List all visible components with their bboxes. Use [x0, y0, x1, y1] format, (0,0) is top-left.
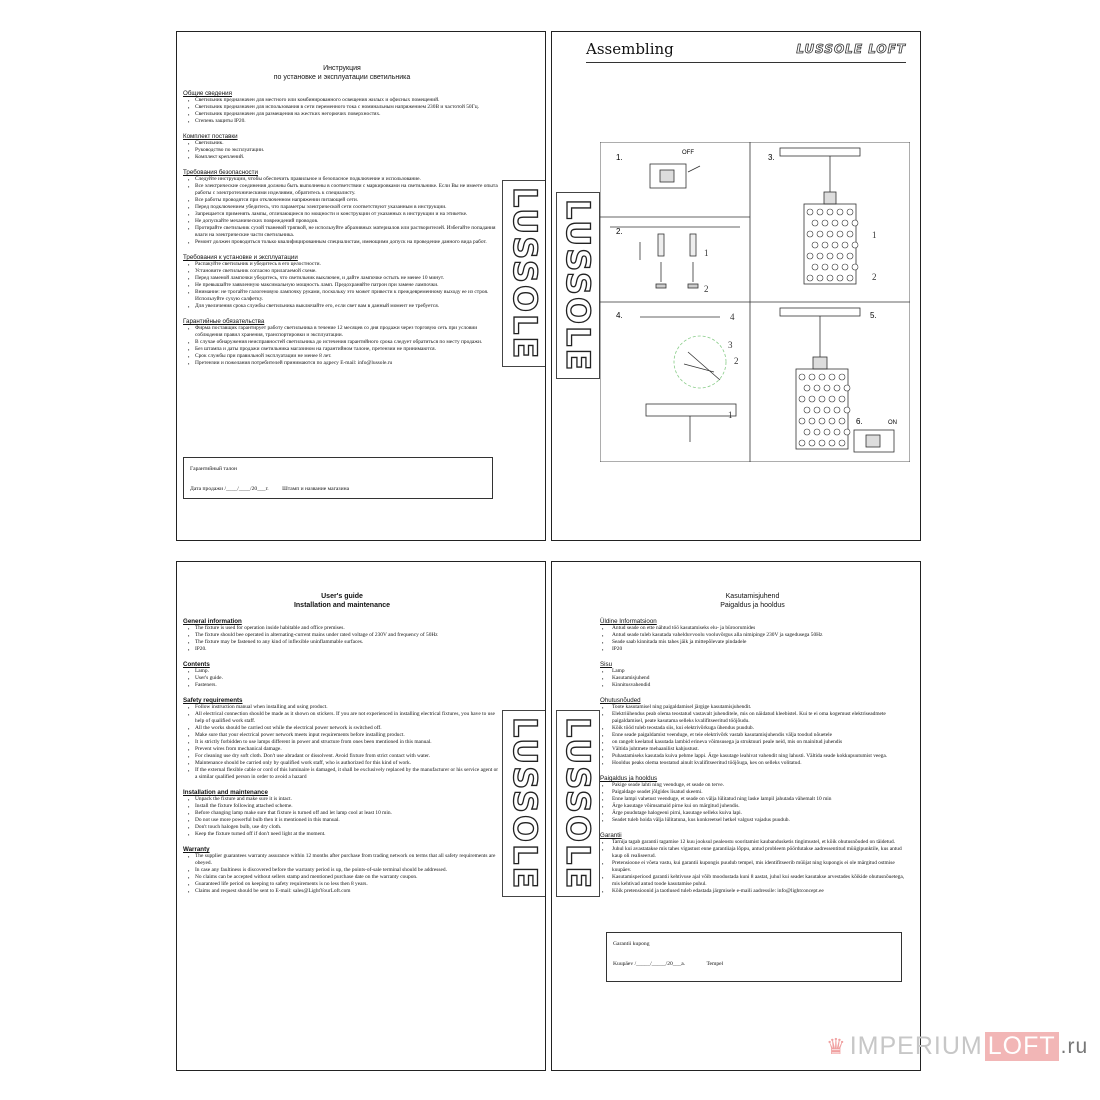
section-heading: Warranty	[183, 846, 210, 853]
header-divider	[586, 62, 906, 63]
crystal-drop	[812, 242, 818, 248]
section	[600, 697, 905, 767]
crystal-drops-step3	[807, 209, 858, 281]
assembling-title: Assembling	[586, 40, 674, 58]
crystal-drop	[852, 220, 858, 226]
imperium-loft-watermark	[826, 1032, 1088, 1061]
list-item: ▪ The fixture is used for operation inside habitable and office premises.	[195, 625, 501, 632]
russian-coupon-line	[190, 486, 486, 492]
list-item: ▪ For cleaning use dry soft cloth. Don't use abradant or dissolvent. Avoid fixture from strict contact with water.	[195, 753, 501, 760]
section	[183, 661, 501, 689]
crystal-drop	[852, 242, 858, 248]
crystal-drop	[814, 385, 820, 391]
section	[600, 618, 905, 653]
page-assembling	[551, 31, 921, 541]
section-heading: Ohutusnõuded	[600, 697, 641, 704]
estonian-coupon-title: Garantii kupong	[613, 941, 650, 947]
crystal-drop	[839, 396, 845, 402]
list-item: ▪ Make sure that your electrical power network meets input requirements before installing product.	[195, 732, 501, 739]
english-subtitle: Installation and maintenance	[293, 602, 391, 609]
section-list	[183, 796, 501, 838]
step-1-label: 1.	[616, 153, 623, 162]
lussole-logo-text-3: LUSSOLE	[506, 716, 544, 891]
section	[183, 789, 501, 838]
crystal-drop	[837, 275, 843, 281]
crystal-drop	[809, 440, 815, 446]
list-item: ▪ Не превышайте заявленную максимальную мощность ламп. Предохраняйте патрон при замене лампочки.	[195, 282, 501, 289]
list-item: ▪ Install the fixture following attached scheme.	[195, 803, 501, 810]
section	[183, 169, 501, 246]
list-item: ▪ Ремонт должен проводиться только квалифицированным специалистам, имеющими допуск на проведение данного вида работ.	[195, 239, 501, 246]
wiring-icon	[640, 317, 736, 442]
list-item: ▪ Unpack the fixture and make sure it is intact.	[195, 796, 501, 803]
chandelier-icon-step3	[780, 148, 860, 284]
list-item: ▪ Не допускайте механических повреждений проводов.	[195, 218, 501, 225]
list-item: ▪ Без штампа и даты продажи светильника магазином на гарантийном талоне, претензии не принимаются.	[195, 346, 501, 353]
crystal-drop	[842, 264, 848, 270]
section-list	[183, 704, 501, 781]
lussole-logo-text: LUSSOLE	[506, 186, 544, 361]
step-4-label: 4.	[616, 311, 623, 320]
list-item: ▪ Vältida juhtmete mehaanilist kahjustust.	[612, 746, 905, 753]
lussole-side-logo-4	[556, 710, 600, 897]
callout-2a: 2	[704, 284, 709, 294]
list-item: ▪ Следуйте инструкции, чтобы обеспечить правильное и безопасное подключение и использование.	[195, 176, 501, 183]
list-item: ▪ IP20	[612, 646, 905, 653]
crystal-drop	[832, 220, 838, 226]
section	[183, 618, 501, 653]
crystal-drop	[804, 429, 810, 435]
crystal-drop	[824, 429, 830, 435]
crystal-drop	[844, 385, 850, 391]
list-item: ▪ on rangelt keelatud kasutada lambid erineva võimsusega ja struktuuri peale neid, mis on mainitud juhendis	[612, 739, 905, 746]
list-item: ▪ Все электрические соединения должны быть выполнены в соответствии с маркировками на светильнике. Если Вы не имеете опыта работы с электротехническими изделиями, обратитесь к специалисту.	[195, 183, 501, 197]
crystal-drop	[807, 209, 813, 215]
crystal-drop	[847, 275, 853, 281]
list-item: ▪ IP20.	[195, 646, 501, 653]
list-item: ▪ Ärge kasutage võimsamaid pirne kui on märgitud juhendis.	[612, 803, 905, 810]
list-item: ▪ Светильник предназначен для местного или комбинированного освещения жилых и офисных помещений.	[195, 97, 501, 104]
list-item: ▪ Enne seade paigaldamist veenduge, et teie elektrivõrk vastab kasutamisjuhendis välja toodud nõuetele	[612, 732, 905, 739]
list-item: ▪ Follow instruction manual when installing and using product.	[195, 704, 501, 711]
section-list	[183, 140, 501, 161]
crystal-drop	[827, 275, 833, 281]
section-heading: Üldine Informatsioon	[600, 618, 657, 625]
crystal-drop	[842, 220, 848, 226]
crystal-drop	[799, 374, 805, 380]
estonian-warranty-coupon	[606, 932, 902, 982]
crystal-drop	[837, 253, 843, 259]
list-item: ▪ Do not use more powerful bulb then it is mentioned in this manual.	[195, 817, 501, 824]
section-heading: Комплект поставки	[183, 133, 238, 140]
list-item: ▪ Срок службы при правильной эксплуатации не менее 8 лет.	[195, 353, 501, 360]
section-list	[600, 782, 905, 824]
crystal-drop	[822, 264, 828, 270]
list-item: ▪ Ärge puudutage halogeeni pirni, kasutage selleks kuiva lapi.	[612, 810, 905, 817]
off-label: OFF	[682, 150, 694, 156]
crystal-drop	[827, 209, 833, 215]
crystal-drop	[827, 231, 833, 237]
list-item: ▪ The supplier guarantees warranty assurance within 12 months after purchase from trading network on terms that all safety requirements are obeyed.	[195, 853, 501, 867]
crystal-drop	[847, 253, 853, 259]
crystal-drop	[847, 209, 853, 215]
crystal-drop	[804, 385, 810, 391]
list-item: ▪ User's guide.	[195, 675, 501, 682]
list-item: ▪ Antud seade tuleb kasutada vahelduvvoolu vooluvõrgus alla nimipinge 230V ja sagedusega 50Hz	[612, 632, 905, 639]
list-item: ▪ Paigaldage seadet jõlgides lisatud skeemi.	[612, 789, 905, 796]
estonian-sections	[600, 618, 905, 895]
callout-1a: 1	[704, 248, 709, 258]
crystal-drop	[822, 242, 828, 248]
list-item: ▪ Kasutamisperiood garantii kehtivuse ajal võib moodustada kuni 8 aastat, juhul kui seadet kasutakse arvestades kõikide ohutusnõuetega, mis kehtivad antud toode kasutamise puhul.	[612, 874, 905, 888]
section	[600, 832, 905, 895]
crystal-drop	[817, 253, 823, 259]
list-item: ▪ Keep the fixture turned off if don't need light at the moment.	[195, 831, 501, 838]
section-heading: Sisu	[600, 661, 613, 668]
crystal-drop	[829, 418, 835, 424]
list-item: ▪ Seadet tuleb hoida välja lülitatuna, kus konkreetsel hetkel valgust vajadus puudub.	[612, 817, 905, 824]
list-item: ▪ Seade saab kinnitada mis tahes jäik ja mittepõlevate pindadele	[612, 639, 905, 646]
list-item: ▪ Руководство по эксплуатации.	[195, 147, 501, 154]
callout-2b: 2	[872, 272, 877, 282]
list-item: ▪ The fixture may be fastened to any kind of inflexible uninflammable surfaces.	[195, 639, 501, 646]
crystal-drop	[809, 396, 815, 402]
section	[600, 775, 905, 824]
list-item: ▪ It is strictly forbidden to use lamps different in power and structure from ones been mentioned in this manual.	[195, 739, 501, 746]
estonian-subtitle: Paigaldus ja hooldus	[720, 602, 785, 609]
list-item: ▪ If the external flexible cable or cord of this luminaire is damaged, it shall be exclusively replaced by the manufacturer or his service agent or a similar qualified person in order to avoid a hazard	[195, 767, 501, 781]
list-item: ▪ Запрещается применять лампы, отличающиеся по мощности и конструкции от указанных в инструкции и на этикетке.	[195, 211, 501, 218]
crystal-drop	[812, 264, 818, 270]
estonian-coupon-stamp: Tempel	[706, 961, 724, 967]
list-item: ▪ The fixture should bee operated in alternating-current mains under rated voltage of 230V and frequency of 50Hz	[195, 632, 501, 639]
russian-coupon-stamp: Штамп и название магазина	[282, 486, 350, 492]
russian-subtitle: по установке и эксплуатации светильника	[273, 74, 411, 81]
section	[183, 133, 501, 161]
crystal-drop	[799, 440, 805, 446]
page-estonian-guide	[551, 561, 921, 1071]
list-item: ▪ Претензии и пожелания потребителей принимаются по адресу E-mail: info@lussole.ru	[195, 360, 501, 367]
estonian-title: Kasutamisjuhend	[725, 593, 780, 600]
callout-3: 3	[728, 340, 733, 350]
crystal-drop	[844, 407, 850, 413]
crystal-drop	[809, 418, 815, 424]
lussole-logo-text-4: LUSSOLE	[559, 716, 597, 891]
list-item: ▪ Pretensioone ei võeta vastu, kui garantii kupongis puudub tempel, mis identifitseerib müüjat ning kupongis ei ole märgitud ostmise kuupäev.	[612, 860, 905, 874]
list-item: ▪ В случае обнаружения неисправностей светильника до истечения гарантийного срока следует обратиться по месту продажи.	[195, 339, 501, 346]
section-heading: Contents	[183, 661, 210, 668]
section-list	[183, 625, 501, 653]
callout-1c: 1	[728, 410, 733, 420]
crystal-drop	[832, 264, 838, 270]
estonian-document	[600, 592, 905, 895]
list-item: ▪ Фирма поставщик гарантирует работу светильника в течение 12 месяцев со дня продажи через торговую сеть при условии соблюдения правил хранения, транспортировки и эксплуатации.	[195, 325, 501, 339]
crystal-drop	[834, 407, 840, 413]
list-item: ▪ Tarnija tagab garantii tagamise 12 kuu jooksul pealeostu sooritamist kaubandusketis tingimustel, et kõik ohutusnõuded on täidetud.	[612, 839, 905, 846]
list-item: ▪ No claims can be accepted without sellers stamp and mentioned purchase date on the warranty coupon.	[195, 874, 501, 881]
list-item: ▪ Kinnitusvahendid	[612, 682, 905, 689]
list-item: ▪ In case any faultiness is discovered before the warranty period is up, the points-of-sale terminal should be addressed.	[195, 867, 501, 874]
section-list	[183, 853, 501, 895]
russian-coupon-date: Дата продажи /____/____/20___г.	[190, 486, 269, 492]
crystal-drops-step5	[799, 374, 850, 446]
list-item: ▪ Kasutamisjuhend	[612, 675, 905, 682]
lussole-side-logo-3	[502, 710, 546, 897]
estonian-coupon-line	[613, 961, 895, 967]
russian-warranty-coupon	[183, 457, 493, 499]
list-item: ▪ Kõik pretensioonid ja taotlused tuleb edastada järgmisele e-maili aadressile: info@lightconcept.ee	[612, 888, 905, 895]
callout-1b: 1	[872, 230, 877, 240]
section	[600, 661, 905, 689]
section-heading: Safety requirements	[183, 697, 243, 704]
list-item: ▪ Fasteners.	[195, 682, 501, 689]
list-item: ▪ Светильник предназначен для размещения на жестких негорючих поверхностях.	[195, 111, 501, 118]
lussole-side-logo-2	[556, 192, 600, 379]
crystal-drop	[799, 396, 805, 402]
crystal-drop	[847, 231, 853, 237]
lussole-side-logo	[502, 180, 546, 367]
crystal-drop	[817, 209, 823, 215]
crystal-drop	[809, 374, 815, 380]
crystal-drop	[819, 396, 825, 402]
page-russian-instructions	[176, 31, 546, 541]
section-list	[183, 97, 501, 125]
crystal-drop	[819, 440, 825, 446]
crystal-drop	[829, 374, 835, 380]
section-heading: General information	[183, 618, 242, 625]
crown-icon: ♛	[826, 1033, 847, 1059]
section-heading: Garantii	[600, 832, 622, 839]
section-list	[600, 839, 905, 895]
section	[183, 697, 501, 781]
list-item: ▪ Для увеличения срока службы светильника выключайте его, если свет вам в данный момент не требуется.	[195, 303, 501, 310]
crystal-drop	[824, 407, 830, 413]
section-list	[183, 668, 501, 689]
crystal-drop	[819, 374, 825, 380]
crystal-drop	[839, 418, 845, 424]
crystal-drop	[812, 220, 818, 226]
russian-title: Инструкция	[323, 65, 361, 72]
list-item: ▪ Kõik tööd tuleb teostada siis, kui elektrivõrkuga ühendus puudub.	[612, 725, 905, 732]
list-item: ▪ Все работы проводятся при отключенном напряжении питающей сети.	[195, 197, 501, 204]
crystal-drop	[817, 275, 823, 281]
section-heading: Требования безопасности	[183, 169, 258, 176]
english-sections	[183, 618, 501, 895]
crystal-drop	[852, 264, 858, 270]
crystal-drop	[804, 407, 810, 413]
list-item: ▪ Светильник предназначен для использования в сети переменного тока с номинальным напряжением 230В и частотой 50Гц.	[195, 104, 501, 111]
page-english-guide	[176, 561, 546, 1071]
section-list	[600, 625, 905, 653]
list-item: ▪ Claims and request should be sent to E-mail: sales@LightYourLoft.com	[195, 888, 501, 895]
crystal-drop	[817, 231, 823, 237]
watermark-ru: .ru	[1060, 1034, 1089, 1058]
list-item: ▪ Enne lampi vahetust veenduge, et seade on välja lülitatud ning laske lampil jahutada vähemalt 10 min	[612, 796, 905, 803]
crystal-drop	[834, 429, 840, 435]
switch-off-icon	[650, 164, 700, 188]
crystal-drop	[807, 231, 813, 237]
list-item: ▪ Перед заменой лампочки убедитесь, что светильник выключен, и дайте лампочке остыть не менее 10 минут.	[195, 275, 501, 282]
crystal-drop	[829, 396, 835, 402]
crystal-drop	[822, 220, 828, 226]
list-item: ▪ Протирайте светильник сухой тканевой тряпкой, не используйте абразивных материалов или растворителей. Избегайте попадания влаги на электрические части светильника.	[195, 225, 501, 239]
list-item: ▪ Внимание: не трогайте галогеновую лампочку руками, поскольку это может привести к преждевременному выходу ее из строя. Используйте сухую салфетку.	[195, 289, 501, 303]
section-heading: Paigaldus ja hooldus	[600, 775, 658, 782]
section	[183, 254, 501, 310]
list-item: ▪ Lamp.	[195, 668, 501, 675]
section-heading: Общие сведения	[183, 90, 232, 97]
crystal-drop	[799, 418, 805, 424]
section	[183, 846, 501, 895]
section-heading: Installation and maintenance	[183, 789, 268, 796]
russian-sections	[183, 90, 501, 367]
step-6-label: 6.	[856, 417, 863, 426]
english-document	[183, 592, 501, 895]
list-item: ▪ Don't touch halogen bulb, use dry cloth.	[195, 824, 501, 831]
assembly-diagram	[600, 142, 910, 462]
step-3-label: 3.	[768, 153, 775, 162]
list-item: ▪ All the works should be carried out while the electrical power network is switched off.	[195, 725, 501, 732]
section-list	[183, 325, 501, 367]
crystal-drop	[814, 429, 820, 435]
list-item: ▪ Степень защиты IP20.	[195, 118, 501, 125]
list-item: ▪ Hooldus peaks olema teostatud ainult kvalifitseeritud tööjõuga, kes on selleks volitatud.	[612, 760, 905, 767]
list-item: ▪ Светильник.	[195, 140, 501, 147]
section-list	[183, 176, 501, 246]
list-item: ▪ Puhastamiseks kasutada kuiva pehme lappi. Ärge kasutage leahivat vahendit ning lahusti. Vältida seade kokkupuutumist veega.	[612, 753, 905, 760]
crystal-drop	[819, 418, 825, 424]
crystal-drop	[842, 242, 848, 248]
list-item: ▪ Комплект креплений.	[195, 154, 501, 161]
russian-document	[183, 64, 501, 367]
on-label: ON	[888, 420, 897, 426]
crystal-drop	[824, 385, 830, 391]
watermark-loft: LOFT	[985, 1032, 1059, 1061]
wall-plug-icons	[610, 227, 740, 288]
list-item: ▪ Toote kasutamisel ning paigaldamisel järgige kasutamisjuhendit.	[612, 704, 905, 711]
list-item: ▪ Elektriühendus peab olema teostatud vastavalt juhenditele, mis on näidatud kleebistel. Kui te ei oma kogemust elektriseadmete paigaldamisel, peate kasutama selleks kvalifitseeritud tööjõudu.	[612, 711, 905, 725]
crystal-drop	[829, 440, 835, 446]
lussole-loft-logo: LUSSOLE LOFT	[796, 42, 906, 56]
list-item: ▪ Pakige seade lahti ning veenduge, et seade on terve.	[612, 782, 905, 789]
section-list	[600, 668, 905, 689]
crystal-drop	[807, 275, 813, 281]
list-item: ▪ Maintenance should be carried only by qualified work staff, who is authorized for this kind of work.	[195, 760, 501, 767]
section-list	[183, 261, 501, 310]
crystal-drop	[837, 209, 843, 215]
estonian-coupon-date: Kuupäev /_____/_____/20___a.	[613, 961, 686, 967]
english-title: User's guide	[321, 593, 363, 600]
list-item: ▪ All electrical connection should be made as it shown on stickers. If you are not experienced in installing electrical fixtures, you have to use help of qualified work staff.	[195, 711, 501, 725]
lussole-logo-text-2: LUSSOLE	[559, 198, 597, 373]
crystal-drop	[844, 429, 850, 435]
list-item: ▪ Перед подключением убедитесь, что параметры электрической сети соответствуют указанным в инструкции.	[195, 204, 501, 211]
list-item: ▪ Установите светильник согласно прилагаемой схеме.	[195, 268, 501, 275]
crystal-drop	[834, 385, 840, 391]
list-item: ▪ Lamp	[612, 668, 905, 675]
list-item: ▪ Before changing lamp make sure that fixture is turned off and let lamp cool at least 10 min.	[195, 810, 501, 817]
crystal-drop	[807, 253, 813, 259]
crystal-drop	[839, 440, 845, 446]
russian-coupon-title: Гарантийный талон	[190, 466, 238, 472]
section	[183, 90, 501, 125]
list-item: ▪ Juhul kui avastatakse mis tahes vigastust enne garantiiaja lõppu, antud probleem pöördutakse aadressentitud müügipunktile, kus antud kaup oli realiseerud.	[612, 846, 905, 860]
crystal-drop	[837, 231, 843, 237]
section-heading: Требования к установке и эксплуатации	[183, 254, 298, 261]
list-item: ▪ Antud seade on ette nähtud töö kasutamiseks elu- ja büroorumides	[612, 625, 905, 632]
list-item: ▪ Распакуйте светильник и убедитесь в его целостности.	[195, 261, 501, 268]
step-2-label: 2.	[616, 227, 623, 236]
step-5-label: 5.	[870, 311, 877, 320]
switch-on-icon	[854, 430, 894, 452]
callout-2c: 2	[734, 356, 739, 366]
crystal-drop	[839, 374, 845, 380]
section-list	[600, 704, 905, 767]
section	[183, 318, 501, 367]
list-item: ▪ Guaranteed life period on keeping to safety requirements is no less then 8 years.	[195, 881, 501, 888]
section-heading: Гарантийные обязательства	[183, 318, 265, 325]
crystal-drop	[814, 407, 820, 413]
crystal-drop	[827, 253, 833, 259]
list-item: ▪ Prevent wires from mechanical damage.	[195, 746, 501, 753]
callout-4: 4	[730, 312, 735, 322]
crystal-drop	[832, 242, 838, 248]
watermark-imperium: IMPERIUM	[849, 1032, 983, 1060]
